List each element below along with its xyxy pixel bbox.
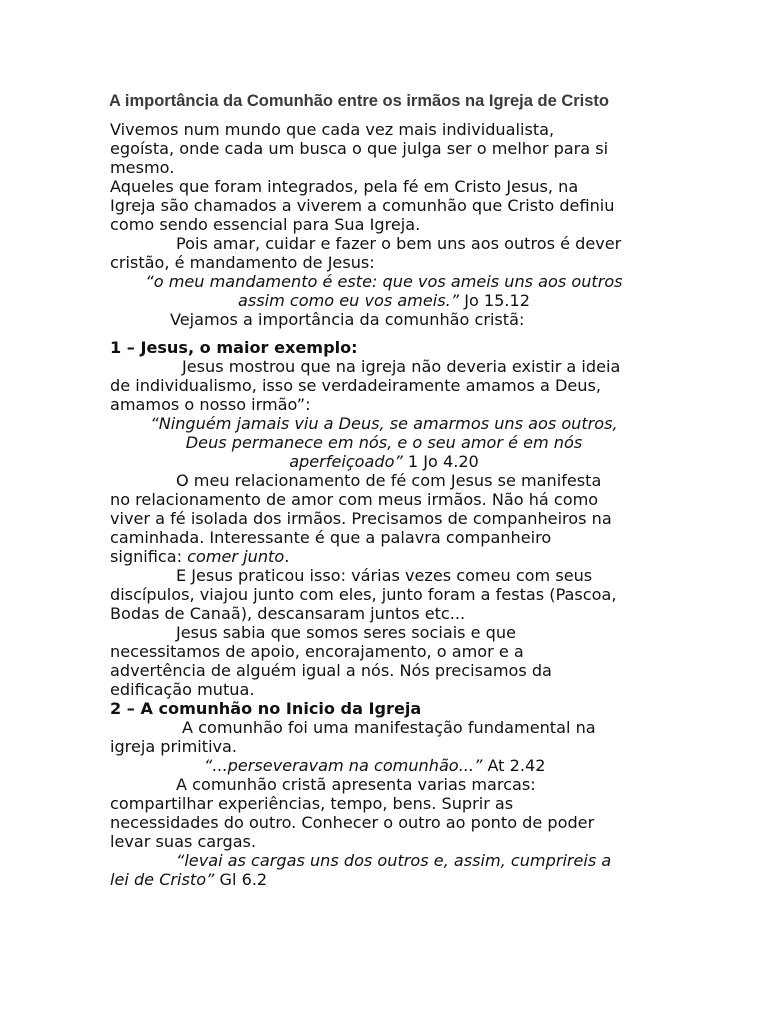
- paragraph-line: caminhada. Interessante é que a palavra companheiro: [110, 528, 552, 547]
- paragraph-line: mesmo.: [110, 158, 175, 177]
- bible-quote-line: [110, 291, 658, 310]
- paragraph-line: levar suas cargas.: [110, 832, 257, 851]
- bible-quote-line: [110, 433, 658, 452]
- paragraph-line: E Jesus praticou isso: várias vezes comeu com seus: [176, 566, 593, 585]
- paragraph-line: de individualismo, isso se verdadeiramente amamos a Deus,: [110, 376, 601, 395]
- bible-quote-line: [110, 452, 658, 471]
- paragraph-line: igreja primitiva.: [110, 737, 238, 756]
- bible-quote-line: [110, 756, 658, 775]
- line-text: significa:: [110, 547, 188, 566]
- paragraph-line: compartilhar experiências, tempo, bens. Suprir as: [110, 794, 514, 813]
- paragraph-line: Vejamos a importância da comunhão cristã:: [170, 310, 525, 329]
- paragraph-line: egoísta, onde cada um busca o que julga ser o melhor para si: [110, 139, 609, 158]
- paragraph-line: necessidades do outro. Conhecer o outro ao ponto de poder: [110, 813, 595, 832]
- quote-text: “o meu mandamento é este: que vos ameis uns aos outros: [145, 272, 623, 291]
- paragraph-line: Pois amar, cuidar e fazer o bem uns aos outros é dever: [176, 234, 622, 253]
- quote-text: assim como eu vos ameis.”: [238, 291, 460, 310]
- quote-reference: At 2.42: [482, 756, 546, 775]
- document-body: [110, 120, 658, 889]
- quote-reference: Jo 15.12: [459, 291, 530, 310]
- paragraph-line: A comunhão foi uma manifestação fundamental na: [182, 718, 596, 737]
- bible-quote-line: [110, 851, 658, 870]
- quote-text: aperfeiçoado”: [289, 452, 403, 471]
- paragraph-line: viver a fé isolada dos irmãos. Precisamos de companheiros na: [110, 509, 612, 528]
- bible-quote-line: [110, 870, 658, 889]
- section-heading: 2 – A comunhão no Inicio da Igreja: [110, 699, 422, 718]
- quote-text: “levai as cargas uns dos outros e, assim, cumprireis a: [176, 851, 612, 870]
- quote-reference: Gl 6.2: [214, 870, 268, 889]
- paragraph-line: Igreja são chamados a viverem a comunhão que Cristo definiu: [110, 196, 615, 215]
- quote-text: lei de Cristo”: [110, 870, 215, 889]
- document-title: A importância da Comunhão entre os irmãos na Igreja de Cristo: [109, 92, 609, 110]
- paragraph-line: no relacionamento de amor com meus irmãos. Não há como: [110, 490, 599, 509]
- quote-text: “...perseveravam na comunhão...”: [204, 756, 483, 775]
- quote-text: “Ninguém jamais viu a Deus, se amarmos uns aos outros,: [150, 414, 618, 433]
- paragraph-line: Jesus mostrou que na igreja não deveria existir a ideia: [182, 357, 621, 376]
- paragraph-line: como sendo essencial para Sua Igreja.: [110, 215, 421, 234]
- paragraph-line: advertência de alguém igual a nós. Nós precisamos da: [110, 661, 552, 680]
- paragraph-line: necessitamos de apoio, encorajamento, o amor e a: [110, 642, 524, 661]
- paragraph-line: amamos o nosso irmão”:: [110, 395, 311, 414]
- bible-quote-line: [110, 414, 658, 433]
- paragraph-line: cristão, é mandamento de Jesus:: [110, 253, 375, 272]
- emphasis-text: comer junto: [187, 547, 285, 566]
- quote-reference: 1 Jo 4.20: [402, 452, 479, 471]
- paragraph-line: Jesus sabia que somos seres sociais e que: [176, 623, 517, 642]
- paragraph-line: discípulos, viajou junto com eles, junto foram a festas (Pascoa,: [110, 585, 617, 604]
- paragraph-line: Aqueles que foram integrados, pela fé em Cristo Jesus, na: [110, 177, 579, 196]
- paragraph-line: Bodas de Canaã), descansaram juntos etc...: [110, 604, 466, 623]
- bible-quote-line: [110, 272, 658, 291]
- paragraph-line: A comunhão cristã apresenta varias marcas:: [176, 775, 536, 794]
- paragraph-line: edificação mutua.: [110, 680, 255, 699]
- paragraph-line: [110, 547, 658, 566]
- line-text: .: [284, 547, 290, 566]
- paragraph-line: Vivemos num mundo que cada vez mais individualista,: [110, 120, 555, 139]
- quote-text: Deus permanece em nós, e o seu amor é em nós: [185, 433, 583, 452]
- paragraph-line: O meu relacionamento de fé com Jesus se manifesta: [176, 471, 602, 490]
- section-heading: 1 – Jesus, o maior exemplo:: [110, 338, 358, 357]
